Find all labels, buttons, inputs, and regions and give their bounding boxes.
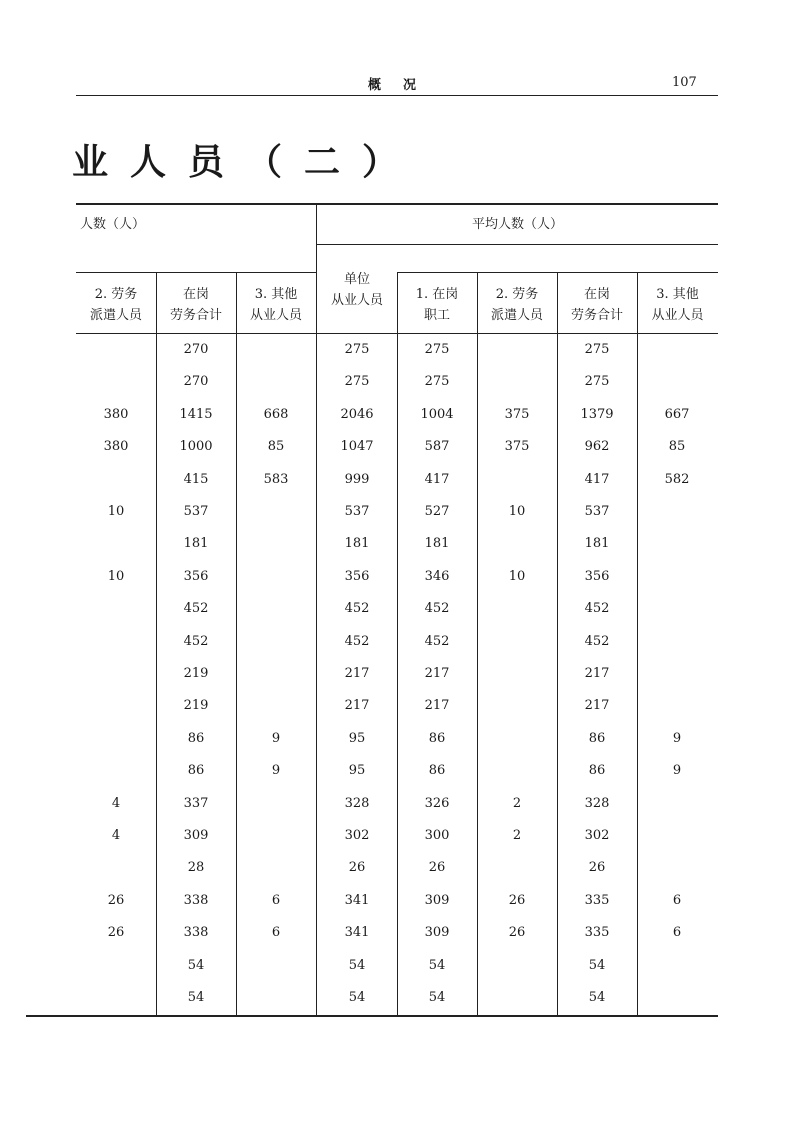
table-cell: 4 [111, 828, 121, 843]
table-cell: 275 [584, 374, 610, 390]
table-cell: 309 [424, 892, 450, 908]
table-cell: 6 [672, 892, 682, 908]
table-cell: 302 [584, 828, 610, 843]
table-cell: 309 [424, 925, 450, 941]
table-cell: 4 [111, 795, 121, 811]
table-cell: 302 [344, 828, 370, 843]
table-cell: 86 [588, 730, 606, 746]
table-cell: 341 [344, 925, 370, 941]
table-cell: 9 [672, 763, 682, 779]
table-cell: 26 [107, 925, 125, 941]
table-cell: 275 [344, 342, 370, 357]
table-cell: 2046 [340, 406, 374, 422]
table-cell: 452 [424, 633, 450, 649]
table-cell: 337 [183, 795, 209, 811]
table-cell: 380 [103, 439, 129, 455]
table-cell: 537 [344, 504, 370, 519]
table-cell: 6 [271, 892, 281, 908]
table-cell: 85 [267, 439, 285, 455]
table-cell: 300 [424, 828, 450, 843]
table-cell: 26 [588, 860, 606, 876]
table-cell: 54 [348, 990, 366, 1005]
table-cell: 452 [344, 601, 370, 617]
table-cell: 527 [424, 504, 450, 519]
table-cell: 667 [664, 406, 690, 422]
table-cell: 54 [348, 957, 366, 973]
table-cell: 6 [672, 925, 682, 941]
table-cell: 181 [424, 536, 450, 552]
table-cell: 417 [584, 471, 610, 487]
table-cell: 275 [344, 374, 370, 390]
table-cell: 452 [344, 633, 370, 649]
table-cell: 582 [664, 471, 690, 487]
header-rule [76, 95, 718, 96]
table-cell: 335 [584, 892, 610, 908]
table-cell: 10 [508, 568, 526, 584]
table-cell: 1004 [420, 406, 454, 422]
table-cell: 452 [183, 633, 209, 649]
table-cell: 219 [183, 666, 209, 681]
table-cell: 356 [183, 568, 209, 584]
table-cell: 26 [428, 860, 446, 876]
table-cell: 54 [588, 990, 606, 1005]
table-bottom-rule [26, 1015, 718, 1017]
table-cell: 6 [271, 925, 281, 941]
group-header-average: 平均人数（人） [471, 217, 563, 232]
table-cell: 217 [584, 666, 610, 681]
table-cell: 962 [584, 439, 610, 455]
table-cell: 54 [588, 957, 606, 973]
col-header-other: 3. 其他 从业人员 [249, 287, 302, 323]
col-header-onduty-total: 在岗 劳务合计 [169, 287, 222, 323]
col-header-avg-other: 3. 其他 从业人员 [651, 287, 704, 323]
table-cell: 275 [424, 342, 450, 357]
page-title: 业人员（二） [72, 142, 421, 183]
table-cell: 217 [344, 698, 370, 714]
table-cell: 1415 [179, 406, 213, 422]
table-cell: 26 [508, 892, 526, 908]
table-cell: 2 [512, 828, 522, 843]
table-cell: 28 [187, 860, 205, 876]
table-cell: 86 [187, 763, 205, 779]
table-cell: 275 [584, 342, 610, 357]
table-cell: 341 [344, 892, 370, 908]
table-cell: 375 [504, 406, 530, 422]
table-cell: 54 [187, 957, 205, 973]
page-number: 107 [672, 75, 697, 90]
table-cell: 537 [584, 504, 610, 519]
table-cell: 54 [187, 990, 205, 1005]
table-cell: 415 [183, 471, 209, 487]
table-cell: 26 [508, 925, 526, 941]
group-header-count: 人数（人） [80, 217, 146, 232]
table-cell: 10 [107, 568, 125, 584]
table-top-rule [76, 203, 718, 205]
table-cell: 95 [348, 730, 366, 746]
table-cell: 86 [428, 763, 446, 779]
running-header-title: 概况 [368, 78, 439, 93]
table-cell: 2 [512, 795, 522, 811]
table-cell: 335 [584, 925, 610, 941]
table-cell: 346 [424, 568, 450, 584]
col-header-onduty-staff: 1. 在岗 职工 [415, 287, 459, 323]
table-cell: 328 [344, 795, 370, 811]
table-cell: 217 [424, 666, 450, 681]
col-header-unit-staff: 单位 从业人员 [330, 272, 383, 308]
table-cell: 375 [504, 439, 530, 455]
table-cell: 181 [183, 536, 209, 552]
table-cell: 587 [424, 439, 450, 455]
table-cell: 417 [424, 471, 450, 487]
table-cell: 26 [348, 860, 366, 876]
table-cell: 270 [183, 374, 209, 390]
table-cell: 9 [271, 730, 281, 746]
table-cell: 217 [584, 698, 610, 714]
table-cell: 9 [271, 763, 281, 779]
col-header-avg-dispatch: 2. 劳务 派遣人员 [490, 287, 543, 323]
table-cell: 356 [344, 568, 370, 584]
table-cell: 999 [344, 471, 370, 487]
table-cell: 1379 [580, 406, 614, 422]
col-header-avg-onduty-total: 在岗 劳务合计 [570, 287, 623, 323]
table-cell: 219 [183, 698, 209, 714]
table-cell: 217 [424, 698, 450, 714]
table-cell: 10 [107, 504, 125, 519]
table-cell: 537 [183, 504, 209, 519]
table-cell: 338 [183, 892, 209, 908]
table-cell: 217 [344, 666, 370, 681]
table-cell: 668 [263, 406, 289, 422]
table-cell: 85 [668, 439, 686, 455]
table-cell: 452 [424, 601, 450, 617]
table-cell: 181 [344, 536, 370, 552]
table-cell: 181 [584, 536, 610, 552]
table-cell: 54 [428, 990, 446, 1005]
table-cell: 452 [584, 601, 610, 617]
table-cell: 86 [187, 730, 205, 746]
table-cell: 270 [183, 342, 209, 357]
table-cell: 338 [183, 925, 209, 941]
table-cell: 452 [183, 601, 209, 617]
table-cell: 9 [672, 730, 682, 746]
table-cell: 26 [107, 892, 125, 908]
table-cell: 275 [424, 374, 450, 390]
table-cell: 380 [103, 406, 129, 422]
table-cell: 86 [588, 763, 606, 779]
table-cell: 54 [428, 957, 446, 973]
col-header-dispatch: 2. 劳务 派遣人员 [89, 287, 142, 323]
table-cell: 309 [183, 828, 209, 843]
table-cell: 452 [584, 633, 610, 649]
table-cell: 95 [348, 763, 366, 779]
table-cell: 1047 [340, 439, 374, 455]
subheader-rule [76, 272, 317, 273]
table-cell: 328 [584, 795, 610, 811]
table-cell: 10 [508, 504, 526, 519]
group-header-rule [317, 244, 718, 245]
table-cell: 583 [263, 471, 289, 487]
table-cell: 356 [584, 568, 610, 584]
table-cell: 326 [424, 795, 450, 811]
table-cell: 86 [428, 730, 446, 746]
table-cell: 1000 [179, 439, 213, 455]
